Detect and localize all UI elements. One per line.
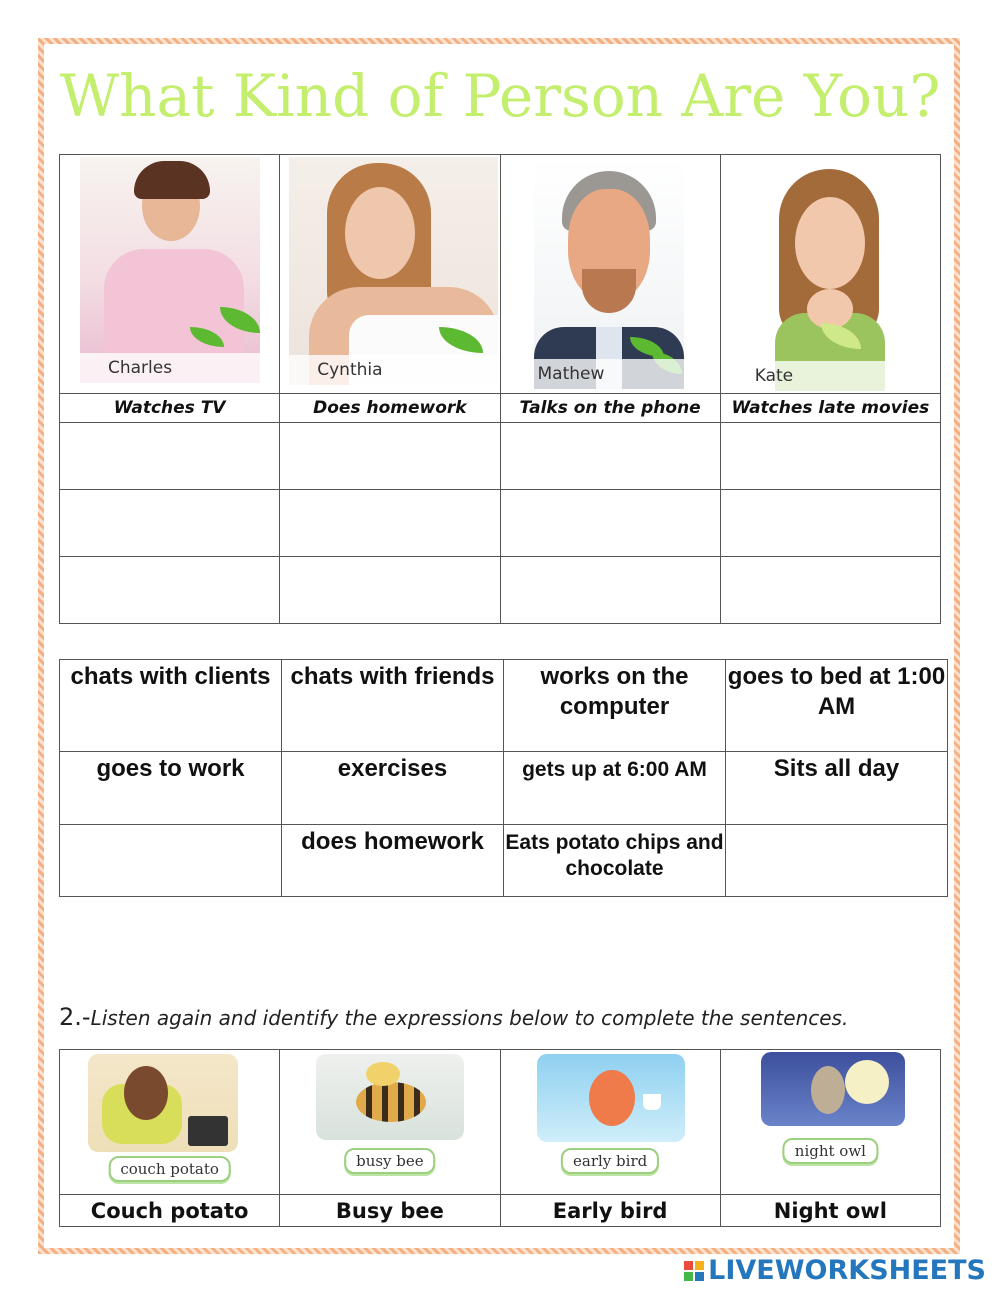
- answer-drop-cell[interactable]: [60, 490, 280, 557]
- answer-drop-cell[interactable]: [280, 423, 500, 490]
- busy-bee-picture: [316, 1054, 464, 1140]
- person-cell: [500, 155, 720, 394]
- expression-picture-cell: [60, 1050, 280, 1195]
- person-name: Charles: [80, 353, 260, 383]
- cynthia-photo: [289, 157, 498, 385]
- page-title: What Kind of Person Are You?: [59, 62, 941, 130]
- instruction-text: Listen again and identify the expressions below to complete the sentences.: [90, 1006, 849, 1030]
- night-owl-picture: [761, 1052, 905, 1126]
- answer-drop-cell[interactable]: [280, 557, 500, 624]
- answer-drop-cell[interactable]: [280, 490, 500, 557]
- activity-option[interactable]: chats with friends: [282, 660, 504, 752]
- expression-picture-label: night owl: [783, 1138, 878, 1164]
- answer-drop-cell[interactable]: [60, 423, 280, 490]
- answer-drop-cell[interactable]: [500, 423, 720, 490]
- activity-option[interactable]: exercises: [282, 752, 504, 825]
- couch-potato-picture: [88, 1054, 238, 1152]
- kate-photo: [751, 163, 909, 391]
- instruction: [59, 1003, 848, 1031]
- activity-option[interactable]: works on the computer: [504, 660, 726, 752]
- expression-picture-label: busy bee: [344, 1148, 436, 1174]
- answer-drop-cell[interactable]: [720, 557, 940, 624]
- expression-caption: Early bird: [500, 1195, 720, 1227]
- activity-option[interactable]: does homework: [282, 825, 504, 897]
- person-caption: Watches TV: [60, 394, 280, 423]
- activity-option[interactable]: goes to work: [60, 752, 282, 825]
- expression-picture-cell: [280, 1050, 500, 1195]
- person-cell: [720, 155, 940, 394]
- person-caption: Talks on the phone: [500, 394, 720, 423]
- person-name: Cynthia: [289, 355, 498, 385]
- expression-caption: Busy bee: [280, 1195, 500, 1227]
- activity-option: [726, 825, 948, 897]
- person-cell: [60, 155, 280, 394]
- activity-option[interactable]: Sits all day: [726, 752, 948, 825]
- expression-caption: Night owl: [720, 1195, 940, 1227]
- activity-option: [60, 825, 282, 897]
- person-cell: [280, 155, 500, 394]
- logo-blocks-icon: [684, 1261, 704, 1281]
- activities-table: [59, 659, 948, 897]
- activity-option[interactable]: gets up at 6:00 AM: [504, 752, 726, 825]
- person-name: Kate: [751, 361, 909, 391]
- expression-picture-cell: [720, 1050, 940, 1195]
- logo-text: LIVEWORKSHEETS: [708, 1255, 986, 1286]
- activity-option[interactable]: Eats potato chips and chocolate: [504, 825, 726, 897]
- expression-picture-label: early bird: [561, 1148, 659, 1174]
- mathew-photo: [534, 157, 684, 389]
- expression-picture-cell: [500, 1050, 720, 1195]
- liveworksheets-logo: [684, 1255, 986, 1286]
- person-name: Mathew: [534, 359, 684, 389]
- person-caption: Does homework: [280, 394, 500, 423]
- answer-drop-cell[interactable]: [720, 423, 940, 490]
- answer-drop-cell[interactable]: [500, 557, 720, 624]
- answer-drop-cell[interactable]: [500, 490, 720, 557]
- activity-option[interactable]: chats with clients: [60, 660, 282, 752]
- people-table: [59, 154, 941, 624]
- answer-drop-cell[interactable]: [60, 557, 280, 624]
- instruction-number: 2.-: [59, 1003, 91, 1031]
- charles-photo: [80, 157, 260, 383]
- early-bird-picture: [537, 1054, 685, 1142]
- person-caption: Watches late movies: [720, 394, 940, 423]
- expressions-table: [59, 1049, 941, 1227]
- expression-picture-label: couch potato: [108, 1156, 231, 1182]
- activity-option[interactable]: goes to bed at 1:00 AM: [726, 660, 948, 752]
- expression-caption: Couch potato: [60, 1195, 280, 1227]
- answer-drop-cell[interactable]: [720, 490, 940, 557]
